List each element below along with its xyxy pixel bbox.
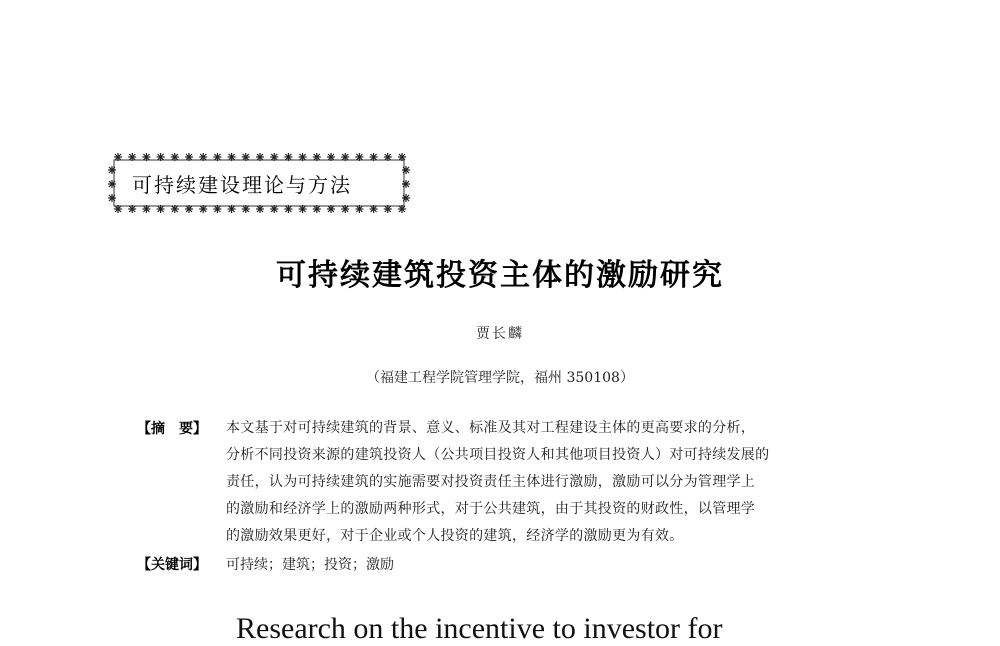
english-title: Research on the incentive to investor for xyxy=(236,612,723,645)
abstract-body xyxy=(226,418,862,553)
abstract-line: 本文基于对可持续建筑的背景、意义、标准及其对工程建设主体的更高要求的分析， xyxy=(226,420,756,436)
section-header-box xyxy=(108,152,410,214)
section-title: 可持续建设理论与方法 xyxy=(132,173,352,197)
abstract-line: 分析不同投资来源的建筑投资人（公共项目投资人和其他项目投资人）对可持续发展的 xyxy=(226,447,770,463)
keywords-label: 【关键词】 xyxy=(137,557,207,573)
keywords-text: 可持续；建筑；投资；激励 xyxy=(226,557,394,573)
abstract-label: 【摘 要】 xyxy=(137,421,207,437)
abstract-line: 的激励效果更好，对于企业或个人投资的建筑，经济学的激励更为有效。 xyxy=(226,528,684,544)
author-affiliation: （福建工程学院管理学院，福州 350108） xyxy=(366,370,634,386)
abstract-line: 的激励和经济学上的激励两种形式，对于公共建筑，由于其投资的财政性，以管理学 xyxy=(226,501,756,517)
abstract-line: 责任，认为可持续建筑的实施需要对投资责任主体进行激励，激励可以分为管理学上 xyxy=(226,474,756,490)
author-name: 贾长麟 xyxy=(476,326,524,342)
paper-title: 可持续建筑投资主体的激励研究 xyxy=(276,258,724,293)
